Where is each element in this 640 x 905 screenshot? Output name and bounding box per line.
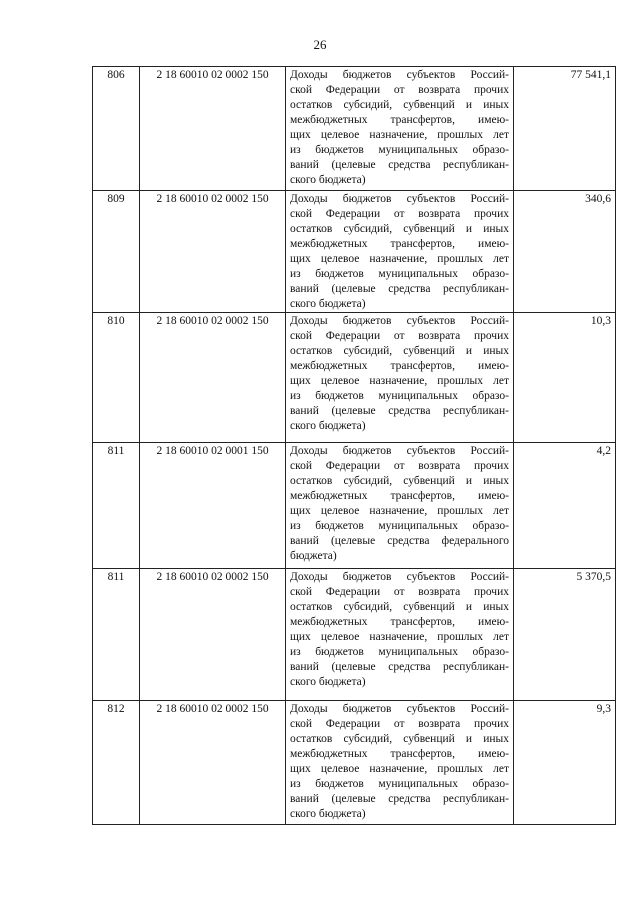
description-line: Доходы бюджетов субъектов Россий- bbox=[290, 445, 509, 457]
amount-cell: 5 370,5 bbox=[514, 569, 616, 701]
table-row bbox=[93, 191, 616, 313]
description-cell bbox=[286, 443, 514, 569]
description-line: остатков субсидий, субвенций и иных bbox=[290, 733, 509, 745]
amount-cell: 9,3 bbox=[514, 701, 616, 825]
description-line: ваний (целевые средства республикан- bbox=[290, 159, 509, 171]
description-line: межбюджетных трансфертов, имею- bbox=[290, 748, 509, 760]
description-line: из бюджетов муниципальных образо- bbox=[290, 520, 509, 532]
description-line: межбюджетных трансфертов, имею- bbox=[290, 114, 509, 126]
description-cell bbox=[286, 313, 514, 443]
admin-code-cell: 812 bbox=[93, 701, 140, 825]
description-line: из бюджетов муниципальных образо- bbox=[290, 268, 509, 280]
description-line: ского бюджета) bbox=[290, 808, 366, 820]
description-line: межбюджетных трансфертов, имею- bbox=[290, 616, 509, 628]
description-line: межбюджетных трансфертов, имею- bbox=[290, 490, 509, 502]
description-line: Доходы бюджетов субъектов Россий- bbox=[290, 69, 509, 81]
description-line: ваний (целевые средства республикан- bbox=[290, 283, 509, 295]
description-line: щих целевое назначение, прошлых лет bbox=[290, 763, 509, 775]
amount-cell: 77 541,1 bbox=[514, 67, 616, 191]
description-line: щих целевое назначение, прошлых лет bbox=[290, 505, 509, 517]
description-line: ваний (целевые средства федерального bbox=[290, 535, 509, 547]
description-line: ской Федерации от возврата прочих bbox=[290, 208, 509, 220]
budget-code-cell: 2 18 60010 02 0001 150 bbox=[140, 443, 286, 569]
description-line: ской Федерации от возврата прочих bbox=[290, 84, 509, 96]
description-line: щих целевое назначение, прошлых лет bbox=[290, 631, 509, 643]
admin-code-cell: 806 bbox=[93, 67, 140, 191]
budget-code-cell: 2 18 60010 02 0002 150 bbox=[140, 701, 286, 825]
table-row bbox=[93, 67, 616, 191]
table-row bbox=[93, 701, 616, 825]
description-line: из бюджетов муниципальных образо- bbox=[290, 390, 509, 402]
description-line: щих целевое назначение, прошлых лет bbox=[290, 129, 509, 141]
description-line: ской Федерации от возврата прочих bbox=[290, 330, 509, 342]
page-number: 26 bbox=[313, 37, 327, 52]
description-line: бюджета) bbox=[290, 550, 337, 562]
admin-code-cell: 811 bbox=[93, 569, 140, 701]
amount-cell: 4,2 bbox=[514, 443, 616, 569]
description-cell bbox=[286, 569, 514, 701]
description-line: межбюджетных трансфертов, имею- bbox=[290, 360, 509, 372]
description-cell bbox=[286, 67, 514, 191]
description-line: остатков субсидий, субвенций и иных bbox=[290, 99, 509, 111]
description-line: Доходы бюджетов субъектов Россий- bbox=[290, 193, 509, 205]
description-line: остатков субсидий, субвенций и иных bbox=[290, 345, 509, 357]
amount-cell: 340,6 bbox=[514, 191, 616, 313]
description-line: из бюджетов муниципальных образо- bbox=[290, 778, 509, 790]
budget-code-cell: 2 18 60010 02 0002 150 bbox=[140, 191, 286, 313]
description-line: щих целевое назначение, прошлых лет bbox=[290, 253, 509, 265]
description-line: ского бюджета) bbox=[290, 676, 366, 688]
description-line: ской Федерации от возврата прочих bbox=[290, 718, 509, 730]
description-line: щих целевое назначение, прошлых лет bbox=[290, 375, 509, 387]
description-line: из бюджетов муниципальных образо- bbox=[290, 144, 509, 156]
description-line: из бюджетов муниципальных образо- bbox=[290, 646, 509, 658]
description-line: Доходы бюджетов субъектов Россий- bbox=[290, 571, 509, 583]
description-line: остатков субсидий, субвенций и иных bbox=[290, 223, 509, 235]
table-row bbox=[93, 443, 616, 569]
description-line: ваний (целевые средства республикан- bbox=[290, 793, 509, 805]
table-row bbox=[93, 313, 616, 443]
description-line: Доходы бюджетов субъектов Россий- bbox=[290, 703, 509, 715]
description-line: остатков субсидий, субвенций и иных bbox=[290, 475, 509, 487]
description-line: ского бюджета) bbox=[290, 420, 366, 432]
description-line: межбюджетных трансфертов, имею- bbox=[290, 238, 509, 250]
description-line: ваний (целевые средства республикан- bbox=[290, 661, 509, 673]
description-line: остатков субсидий, субвенций и иных bbox=[290, 601, 509, 613]
description-line: ского бюджета) bbox=[290, 174, 366, 186]
budget-revenue-table bbox=[92, 66, 616, 825]
description-cell bbox=[286, 701, 514, 825]
budget-code-cell: 2 18 60010 02 0002 150 bbox=[140, 569, 286, 701]
budget-code-cell: 2 18 60010 02 0002 150 bbox=[140, 67, 286, 191]
description-line: Доходы бюджетов субъектов Россий- bbox=[290, 315, 509, 327]
description-line: ского бюджета) bbox=[290, 298, 366, 310]
admin-code-cell: 810 bbox=[93, 313, 140, 443]
table-body bbox=[93, 67, 616, 825]
description-line: ской Федерации от возврата прочих bbox=[290, 460, 509, 472]
description-line: ской Федерации от возврата прочих bbox=[290, 586, 509, 598]
table-row bbox=[93, 569, 616, 701]
description-cell bbox=[286, 191, 514, 313]
amount-cell: 10,3 bbox=[514, 313, 616, 443]
admin-code-cell: 811 bbox=[93, 443, 140, 569]
description-line: ваний (целевые средства республикан- bbox=[290, 405, 509, 417]
admin-code-cell: 809 bbox=[93, 191, 140, 313]
budget-code-cell: 2 18 60010 02 0002 150 bbox=[140, 313, 286, 443]
